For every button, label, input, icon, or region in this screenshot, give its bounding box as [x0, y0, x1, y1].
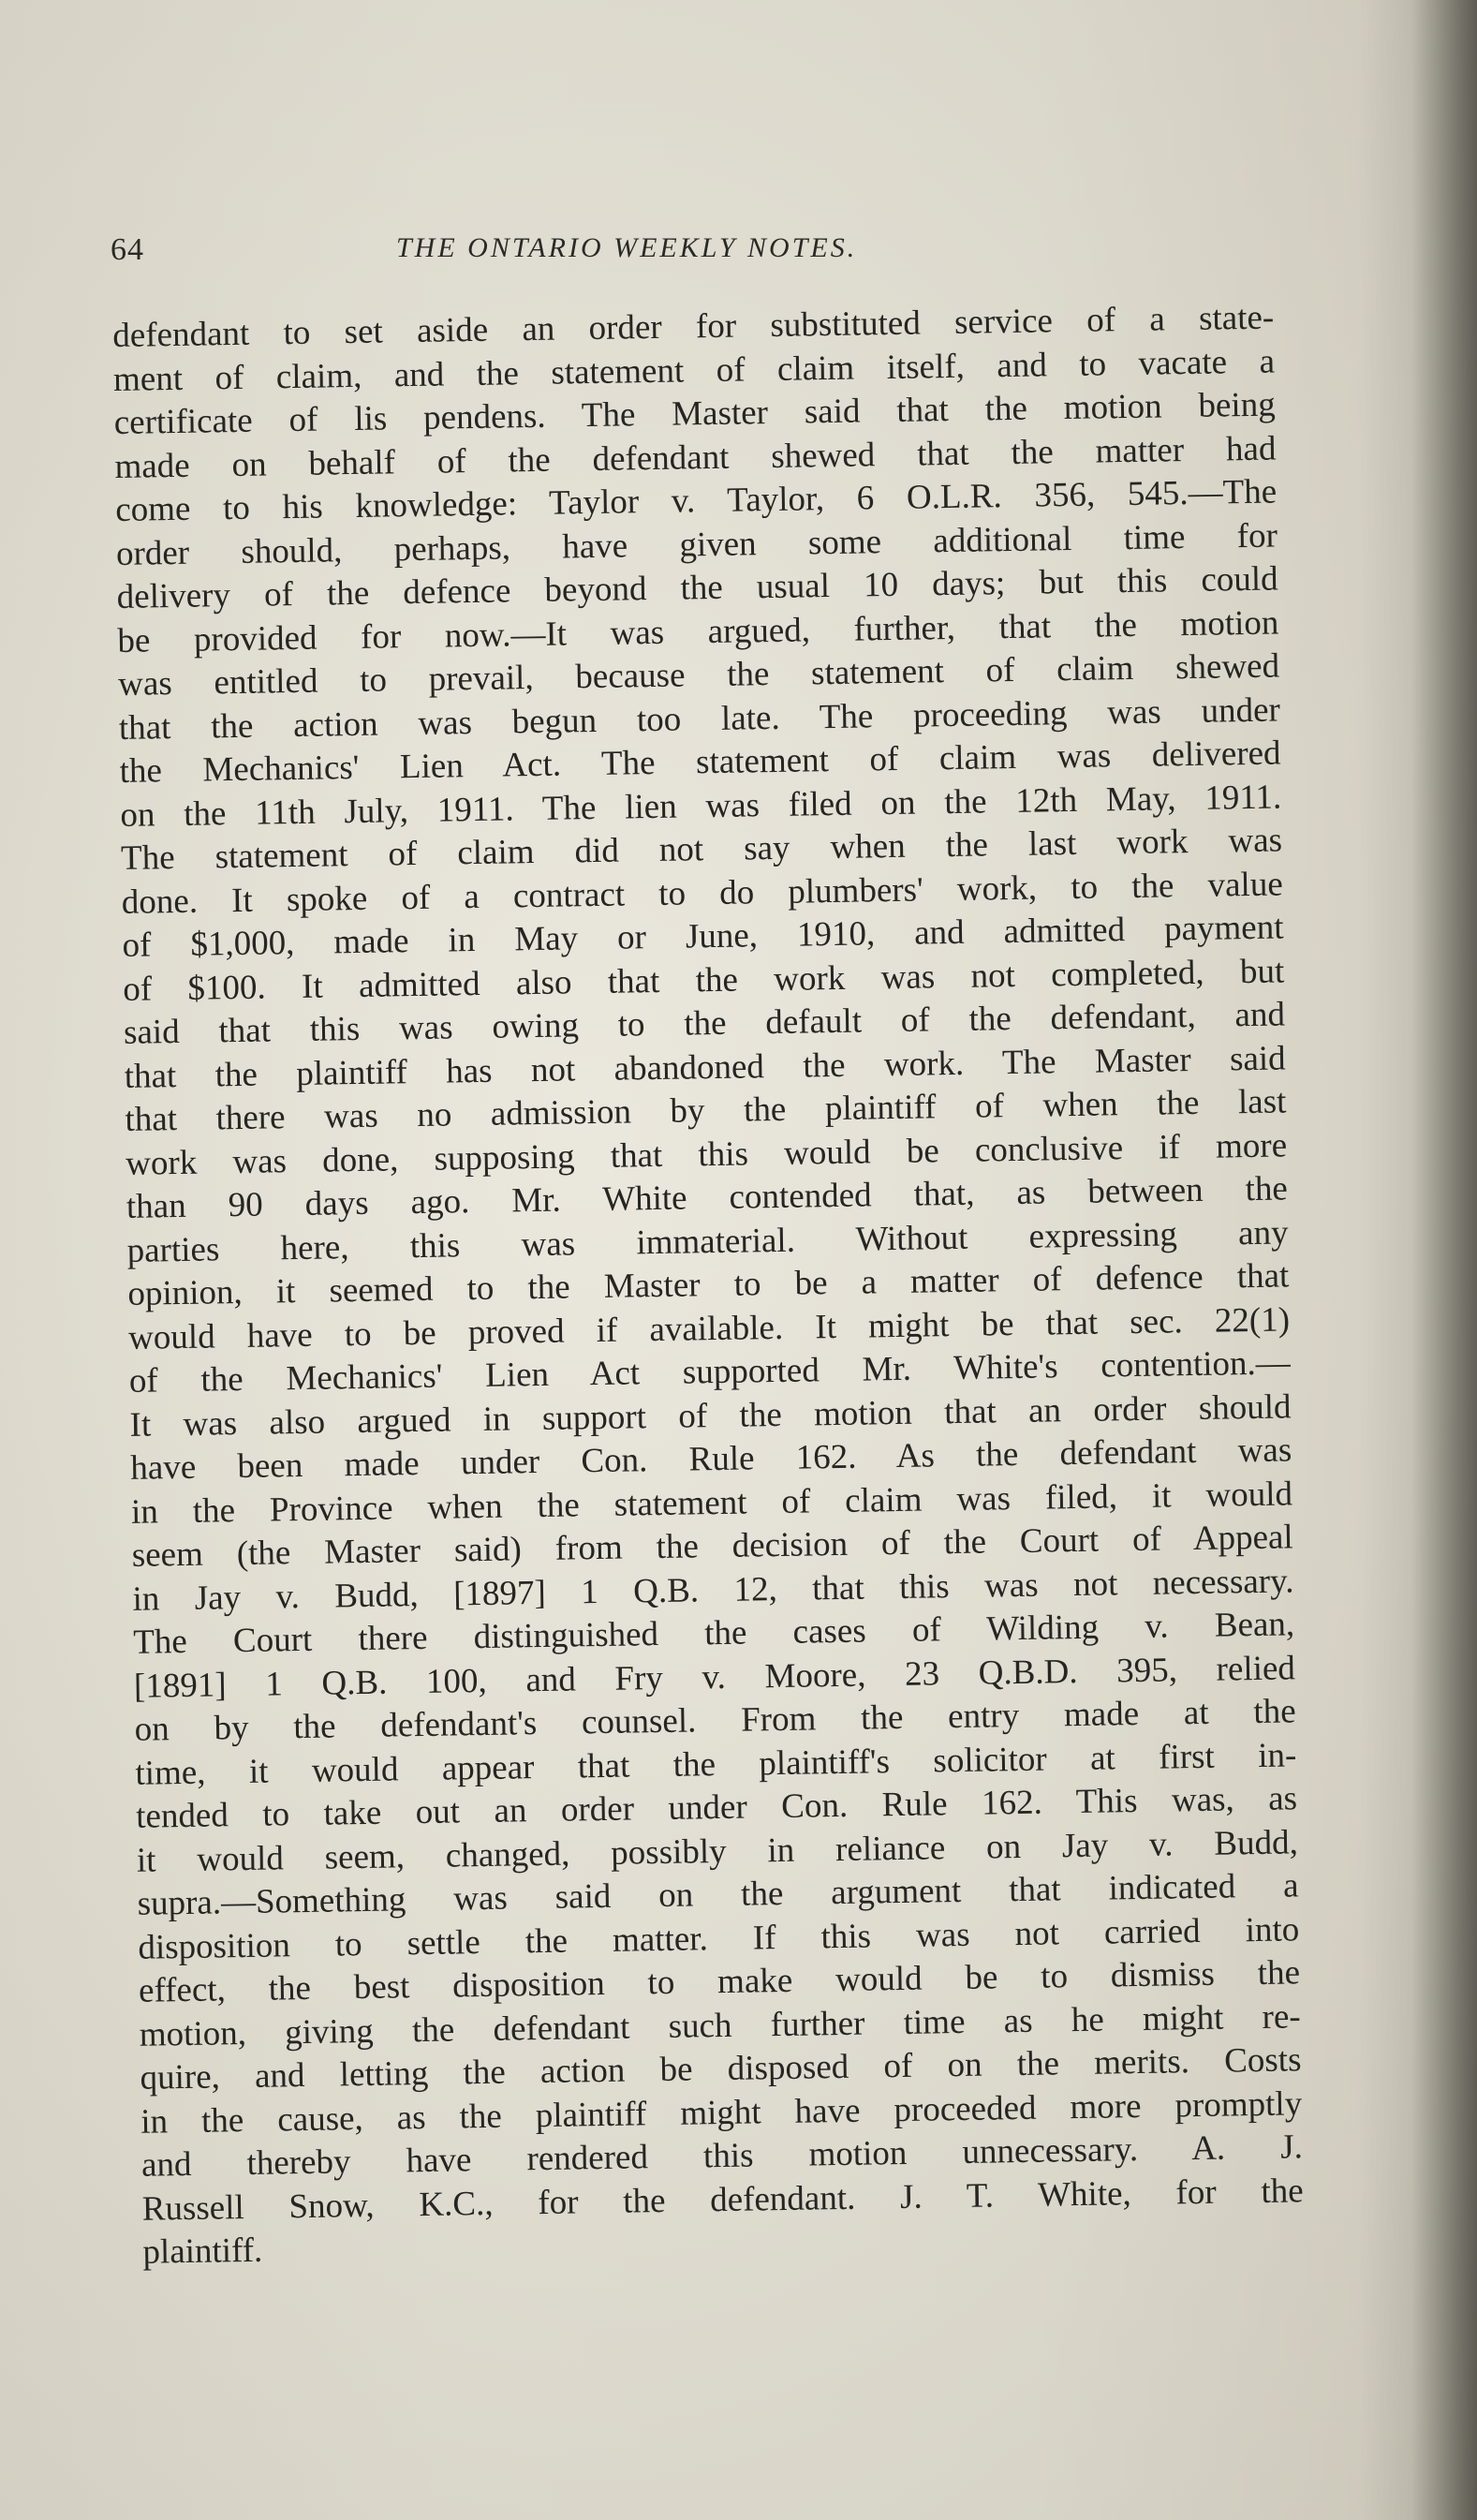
text-line: that the plaintiff has not abandoned the work. The Master said: [124, 1038, 1286, 1096]
text-line: than 90 days ago. Mr. White contended that, as between the: [126, 1169, 1289, 1226]
page-number: 64: [111, 232, 144, 267]
text-line: would have to be proved if available. It might be that sec. 22(1): [127, 1299, 1291, 1357]
text-line: of the Mechanics' Lien Act supported Mr. White's contention.—: [128, 1343, 1292, 1401]
running-head: [111, 232, 1169, 279]
text-line: have been made under Con. Rule 162. As the defendant was: [130, 1430, 1292, 1488]
text-line: be provided for now.—It was argued, further, that the motion: [117, 602, 1279, 660]
text-line: was entitled to prevail, because the statement of claim shewed: [117, 646, 1280, 704]
page-binding-shadow: [1411, 0, 1477, 2520]
journal-title: THE ONTARIO WEEKLY NOTES.: [396, 232, 858, 263]
text-line: and thereby have rendered this motion unnecessary. A. J.: [140, 2127, 1304, 2185]
text-line: opinion, it seemed to the Master to be a matter of defence that: [127, 1256, 1290, 1313]
text-line: in the cause, as the plaintiff might have proceeded more promptly: [140, 2083, 1303, 2142]
text-line: made on behalf of the defendant shewed that the matter had: [114, 429, 1277, 486]
text-line: parties here, this was immaterial. Without expressing any: [126, 1212, 1289, 1270]
text-line: The Court there distinguished the cases of Wilding v. Bean,: [132, 1605, 1295, 1662]
text-line: time, it would appear that the plaintiff's solicitor at first in-: [135, 1735, 1297, 1793]
text-line: in Jay v. Budd, [1897] 1 Q.B. 12, that this was not necessary.: [132, 1561, 1294, 1619]
text-line: of $1,000, made in May or June, 1910, and admitted payment: [122, 908, 1284, 965]
text-line: effect, the best disposition to make would be to dismiss the: [138, 1953, 1301, 2010]
text-line: It was also argued in support of the motion that an order should: [129, 1386, 1292, 1445]
text-line: plaintiff.: [142, 2231, 263, 2272]
text-line: seem (the Master said) from the decision of the Court of Appeal: [131, 1518, 1293, 1575]
text-line: the Mechanics' Lien Act. The statement of claim was delivered: [119, 734, 1281, 791]
text-line: supra.—Something was said on the argument that indicated a: [137, 1866, 1299, 1923]
text-line: delivery of the defence beyond the usual 10 days; but this could: [116, 559, 1278, 616]
text-line: on the 11th July, 1911. The lien was filed on the 12th May, 1911.: [120, 777, 1282, 835]
text-line: [1891] 1 Q.B. 100, and Fry v. Moore, 23 Q.B.D. 395, relied: [133, 1648, 1296, 1706]
text-line: on by the defendant's counsel. From the entry made at the: [134, 1692, 1296, 1749]
text-line: defendant to set aside an order for substituted service of a state-: [112, 298, 1275, 355]
text-line: come to his knowledge: Taylor v. Taylor, 6 O.L.R. 356, 545.—The: [114, 472, 1278, 529]
text-line: tended to take out an order under Con. Rule 162. This was, as: [135, 1779, 1298, 1836]
text-line: it would seem, changed, possibly in reliance on Jay v. Budd,: [136, 1822, 1299, 1880]
text-line: motion, giving the defendant such further time as he might re-: [139, 1996, 1302, 2054]
text-line: done. It spoke of a contract to do plumbers' work, to the value: [121, 864, 1284, 922]
text-line: disposition to settle the matter. If this was not carried into: [138, 1909, 1300, 1967]
text-line: that the action was begun too late. The proceeding was under: [118, 689, 1281, 748]
text-line: certificate of lis pendens. The Master said that the motion being: [113, 385, 1276, 442]
text-line: work was done, supposing that this would be conclusive if more: [125, 1125, 1288, 1183]
text-line: of $100. It admitted also that the work was not completed, but: [122, 951, 1285, 1009]
text-line: that there was no admission by the plaintiff of when the last: [125, 1082, 1287, 1139]
text-line: ment of claim, and the statement of claim itself, and to vacate a: [112, 342, 1276, 399]
text-line: Russell Snow, K.C., for the defendant. J. T. White, for the: [141, 2171, 1304, 2229]
body-text: [112, 297, 1305, 2275]
text-line: The statement of claim did not say when the last work was: [120, 821, 1283, 878]
text-line: quire, and letting the action be disposed of on the merits. Costs: [140, 2040, 1302, 2098]
text-line: in the Province when the statement of claim was filed, it would: [130, 1474, 1293, 1532]
text-line: said that this was owing to the default of the defendant, and: [123, 995, 1286, 1052]
text-line: order should, perhaps, have given some additional time for: [115, 515, 1278, 573]
